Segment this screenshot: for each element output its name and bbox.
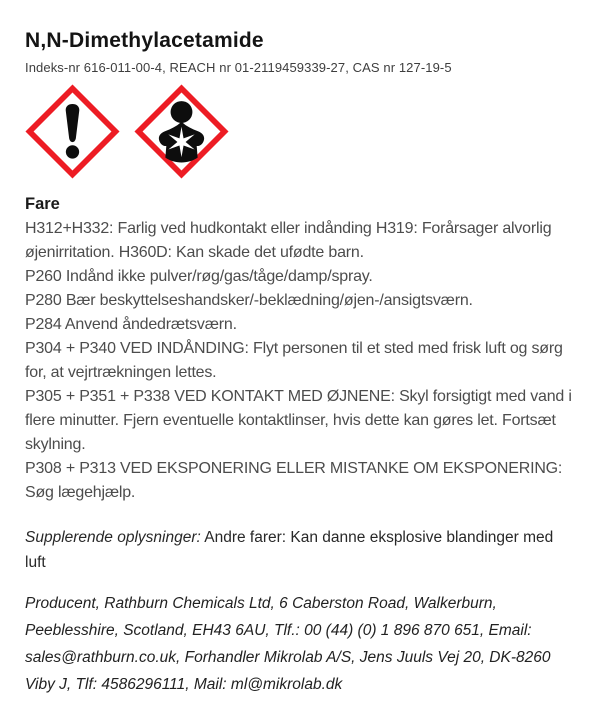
substance-title: N,N-Dimethylacetamide <box>25 29 264 52</box>
exclamation-mark-icon <box>25 84 120 179</box>
pictogram-row <box>25 84 578 179</box>
precautionary-statement: P284 Anvend åndedrætsværn. <box>25 316 237 333</box>
health-hazard-icon <box>134 84 229 179</box>
signal-word: Fare <box>25 195 60 213</box>
supplemental-label: Supplerende oplysninger: <box>25 529 201 546</box>
supplemental-info <box>25 525 578 575</box>
precautionary-statement: P260 Indånd ikke pulver/røg/gas/tåge/damp/spray. <box>25 268 373 285</box>
supplemental-text: Andre farer: Kan danne eksplosive blandinger med luft <box>25 529 554 571</box>
hazard-statement: H312+H332: Farlig ved hudkontakt eller indånding H319: Forårsager alvorlig øjenirritation. H360D: Kan skade det ufødte barn. <box>25 220 552 261</box>
producer-info: Producent, Rathburn Chemicals Ltd, 6 Caberston Road, Walkerburn, Peeblesshire, Scotland, EH43 6AU, Tlf.: 00 (44) (0) 1 896 870 651, Email: sales@rathburn.co.uk, Forhandler Mikrolab A/S, Jens Juuls Vej 20, DK-8260 Viby J, Tlf: 4586296111, Mail: ml@mikrolab.dk <box>25 595 551 693</box>
precautionary-statement: P308 + P313 VED EKSPONERING ELLER MISTANKE OM EKSPONERING: Søg lægehjælp. <box>25 460 563 501</box>
precautionary-statement: P304 + P340 VED INDÅNDING: Flyt personen til et sted med frisk luft og sørg for, at vejrtrækningen lettes. <box>25 340 563 381</box>
precautionary-statement: P305 + P351 + P338 VED KONTAKT MED ØJNENE: Skyl forsigtigt med vand i flere minutter. Fjern eventuelle kontaktlinser, hvis dette kan gøres let. Fortsæt skylning. <box>25 388 572 453</box>
precautionary-statement: P280 Bær beskyttelseshandsker/-beklædning/øjen-/ansigtsværn. <box>25 292 473 309</box>
substance-identifiers: Indeks-nr 616-011-00-4, REACH nr 01-2119459339-27, CAS nr 127-19-5 <box>25 60 452 75</box>
hazard-statements <box>25 217 578 505</box>
